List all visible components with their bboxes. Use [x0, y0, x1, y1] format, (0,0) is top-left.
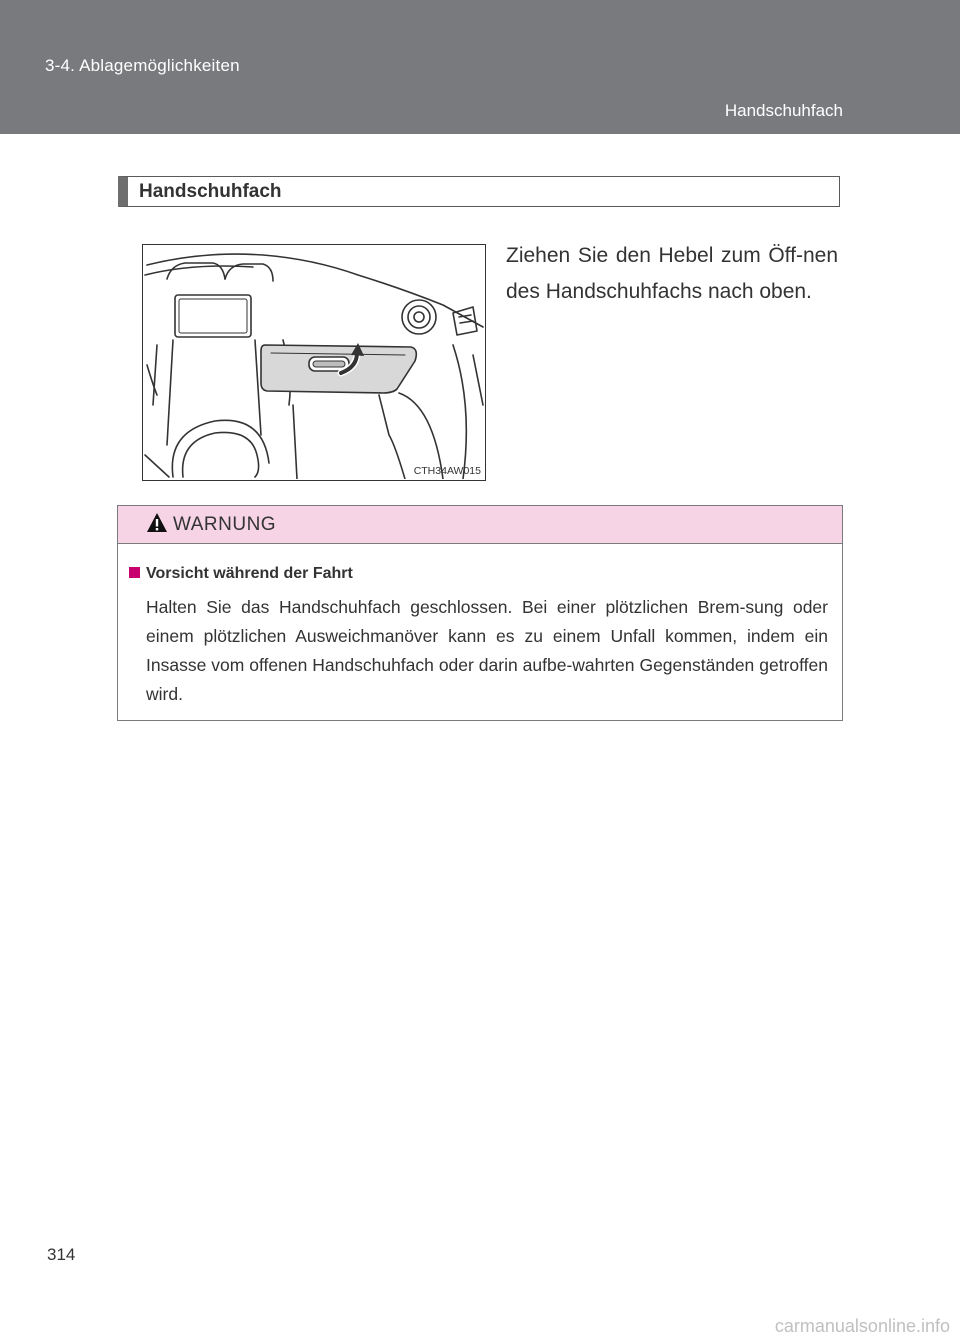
section-heading-text: Handschuhfach — [139, 181, 282, 202]
warning-subheading — [129, 565, 353, 583]
section-heading — [118, 176, 840, 207]
figure-code: CTH34AW015 — [413, 465, 481, 477]
section-title: 3-4. Ablagemöglichkeiten — [45, 56, 240, 75]
bullet-square-icon — [129, 567, 140, 578]
warning-title: WARNUNG — [173, 514, 277, 535]
watermark: carmanualsonline.info — [774, 1316, 950, 1336]
glovebox-illustration — [142, 244, 486, 481]
page-header — [0, 0, 960, 134]
instruction-text: Ziehen Sie den Hebel zum Öff-nen des Handschuhfachs nach oben. — [506, 244, 838, 303]
warning-triangle-icon — [146, 512, 168, 534]
glovebox-lever-illustration — [143, 245, 484, 479]
topic-title: Handschuhfach — [724, 101, 843, 120]
page-number: 314 — [47, 1245, 76, 1264]
warning-header — [118, 506, 842, 544]
warning-subheading-text: Vorsicht während der Fahrt — [146, 565, 353, 582]
warning-box — [117, 505, 843, 721]
warning-body-text: Halten Sie das Handschuhfach geschlossen. Bei einer plötzlichen Brem-sung oder einem plötzlichen Ausweichmanöver kann es zu einem Unfall kommen, indem ein Insasse vom offenen Handschuhfach oder darin aufbe-wahrten Gegenständen getroffen wird. — [146, 597, 828, 704]
